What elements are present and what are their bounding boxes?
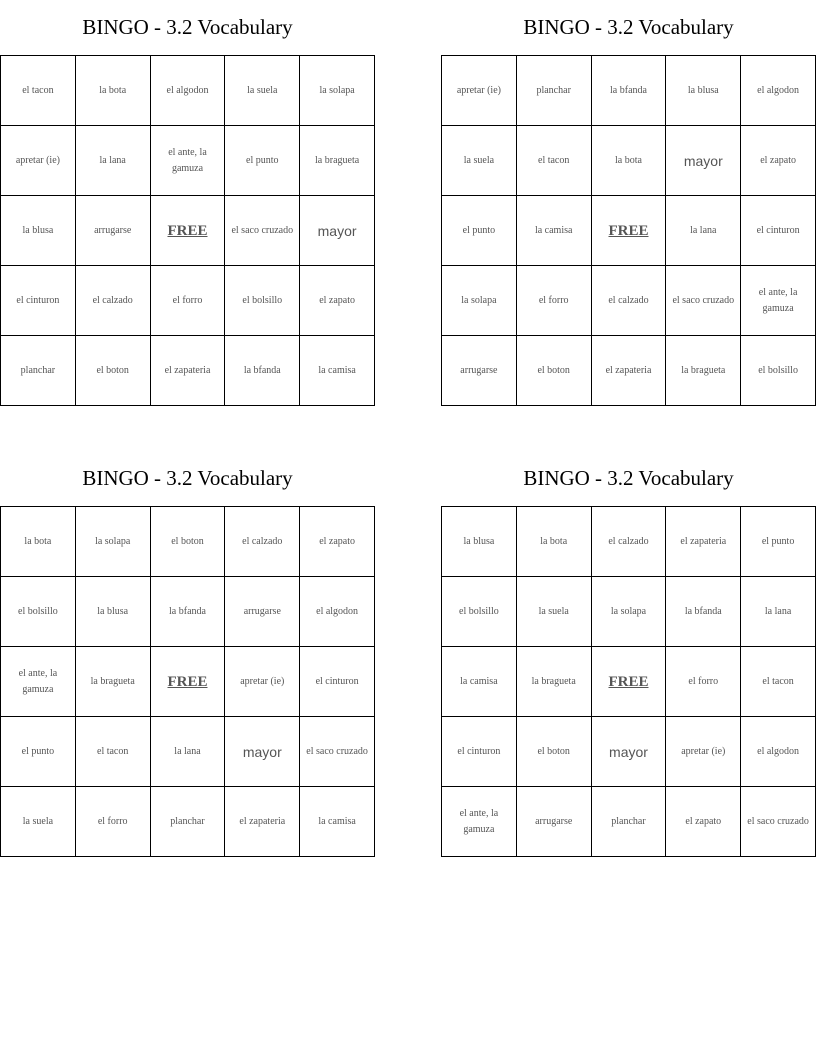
bingo-card-4 [441, 451, 816, 857]
grid-cell: el calzado [591, 266, 666, 336]
grid-cell: mayor [300, 196, 375, 266]
grid-cell: la lana [741, 577, 816, 647]
grid-cell: el boton [516, 717, 591, 787]
grid-row [1, 717, 375, 787]
bingo-card-1 [0, 0, 375, 406]
grid-cell: el cinturon [1, 266, 76, 336]
grid-cell: el tacon [516, 126, 591, 196]
grid-cell: el ante, la gamuza [1, 647, 76, 717]
grid-cell: apretar (ie) [225, 647, 300, 717]
grid-cell: el forro [150, 266, 225, 336]
grid-row [442, 266, 816, 336]
grid-cell: el bolsillo [1, 577, 76, 647]
grid-cell: la suela [1, 787, 76, 857]
grid-cell: la solapa [75, 507, 150, 577]
grid-row [1, 266, 375, 336]
grid-cell: mayor [666, 126, 741, 196]
grid-cell: la camisa [300, 787, 375, 857]
grid-cell: el bolsillo [225, 266, 300, 336]
grid-cell: planchar [150, 787, 225, 857]
card-title: BINGO - 3.2 Vocabulary [82, 466, 293, 490]
grid-cell: la bfanda [150, 577, 225, 647]
grid-row [442, 196, 816, 266]
grid-row [442, 507, 816, 577]
grid-cell: el punto [741, 507, 816, 577]
bingo-grid [0, 55, 375, 406]
grid-row [1, 787, 375, 857]
grid-cell: el zapato [300, 266, 375, 336]
grid-cell: el zapato [300, 507, 375, 577]
grid-cell: el ante, la gamuza [150, 126, 225, 196]
grid-cell: la bragueta [300, 126, 375, 196]
grid-cell: arrugarse [442, 336, 517, 406]
grid-cell: el ante, la gamuza [442, 787, 517, 857]
grid-cell: la camisa [300, 336, 375, 406]
grid-cell: la bragueta [75, 647, 150, 717]
grid-cell: el punto [1, 717, 76, 787]
grid-cell: el punto [225, 126, 300, 196]
grid-cell: la bota [516, 507, 591, 577]
bingo-grid [441, 506, 816, 857]
grid-cell: la bota [591, 126, 666, 196]
grid-row [442, 577, 816, 647]
grid-cell: la suela [442, 126, 517, 196]
grid-row [442, 647, 816, 717]
grid-cell: el zapateria [225, 787, 300, 857]
grid-cell: mayor [225, 717, 300, 787]
grid-cell: la bota [1, 507, 76, 577]
grid-cell: la lana [75, 126, 150, 196]
grid-cell: la bragueta [666, 336, 741, 406]
free-space: FREE [591, 196, 666, 266]
grid-cell: planchar [591, 787, 666, 857]
grid-cell: el bolsillo [741, 336, 816, 406]
card-title: BINGO - 3.2 Vocabulary [523, 466, 734, 490]
grid-row [442, 126, 816, 196]
grid-cell: el tacon [75, 717, 150, 787]
grid-row [442, 56, 816, 126]
card-title: BINGO - 3.2 Vocabulary [523, 15, 734, 39]
grid-row [442, 787, 816, 857]
grid-cell: planchar [1, 336, 76, 406]
grid-cell: la solapa [442, 266, 517, 336]
grid-cell: el boton [75, 336, 150, 406]
free-space: FREE [591, 647, 666, 717]
grid-cell: la bota [75, 56, 150, 126]
grid-cell: la blusa [666, 56, 741, 126]
grid-cell: arrugarse [75, 196, 150, 266]
grid-row [1, 647, 375, 717]
grid-cell: la lana [150, 717, 225, 787]
grid-cell: el forro [75, 787, 150, 857]
grid-cell: el saco cruzado [300, 717, 375, 787]
grid-cell: el tacon [741, 647, 816, 717]
grid-cell: el forro [516, 266, 591, 336]
grid-cell: la bfanda [666, 577, 741, 647]
grid-row [1, 196, 375, 266]
free-space: FREE [150, 196, 225, 266]
grid-cell: el boton [150, 507, 225, 577]
grid-cell: el saco cruzado [225, 196, 300, 266]
grid-row [1, 336, 375, 406]
grid-cell: el ante, la gamuza [741, 266, 816, 336]
grid-row [442, 717, 816, 787]
grid-cell: arrugarse [516, 787, 591, 857]
grid-cell: la solapa [591, 577, 666, 647]
grid-cell: la camisa [442, 647, 517, 717]
grid-cell: el forro [666, 647, 741, 717]
bingo-grid [0, 506, 375, 857]
grid-cell: apretar (ie) [1, 126, 76, 196]
grid-cell: el cinturon [741, 196, 816, 266]
grid-cell: el tacon [1, 56, 76, 126]
grid-cell: la bfanda [591, 56, 666, 126]
grid-cell: el calzado [75, 266, 150, 336]
grid-cell: el cinturon [442, 717, 517, 787]
grid-cell: el zapateria [666, 507, 741, 577]
grid-cell: el zapateria [150, 336, 225, 406]
bingo-card-2 [441, 0, 816, 406]
grid-row [1, 577, 375, 647]
card-title: BINGO - 3.2 Vocabulary [82, 15, 293, 39]
grid-cell: la bragueta [516, 647, 591, 717]
grid-cell: el punto [442, 196, 517, 266]
grid-cell: el algodon [741, 717, 816, 787]
bingo-card-3 [0, 451, 375, 857]
grid-cell: el zapato [741, 126, 816, 196]
grid-cell: mayor [591, 717, 666, 787]
bingo-grid [441, 55, 816, 406]
grid-row [442, 336, 816, 406]
grid-cell: el algodon [300, 577, 375, 647]
grid-row [1, 126, 375, 196]
grid-cell: el boton [516, 336, 591, 406]
grid-cell: planchar [516, 56, 591, 126]
grid-cell: la blusa [442, 507, 517, 577]
grid-cell: arrugarse [225, 577, 300, 647]
grid-cell: el saco cruzado [741, 787, 816, 857]
grid-cell: la suela [225, 56, 300, 126]
grid-cell: el zapateria [591, 336, 666, 406]
grid-row [1, 507, 375, 577]
grid-cell: la bfanda [225, 336, 300, 406]
grid-cell: apretar (ie) [442, 56, 517, 126]
grid-row [1, 56, 375, 126]
grid-cell: el cinturon [300, 647, 375, 717]
grid-cell: la lana [666, 196, 741, 266]
grid-cell: apretar (ie) [666, 717, 741, 787]
free-space: FREE [150, 647, 225, 717]
grid-cell: la blusa [75, 577, 150, 647]
grid-cell: el algodon [150, 56, 225, 126]
grid-cell: el saco cruzado [666, 266, 741, 336]
grid-cell: la solapa [300, 56, 375, 126]
grid-cell: el bolsillo [442, 577, 517, 647]
grid-cell: el calzado [591, 507, 666, 577]
grid-cell: el algodon [741, 56, 816, 126]
grid-cell: la suela [516, 577, 591, 647]
grid-cell: la blusa [1, 196, 76, 266]
grid-cell: la camisa [516, 196, 591, 266]
grid-cell: el zapato [666, 787, 741, 857]
grid-cell: el calzado [225, 507, 300, 577]
